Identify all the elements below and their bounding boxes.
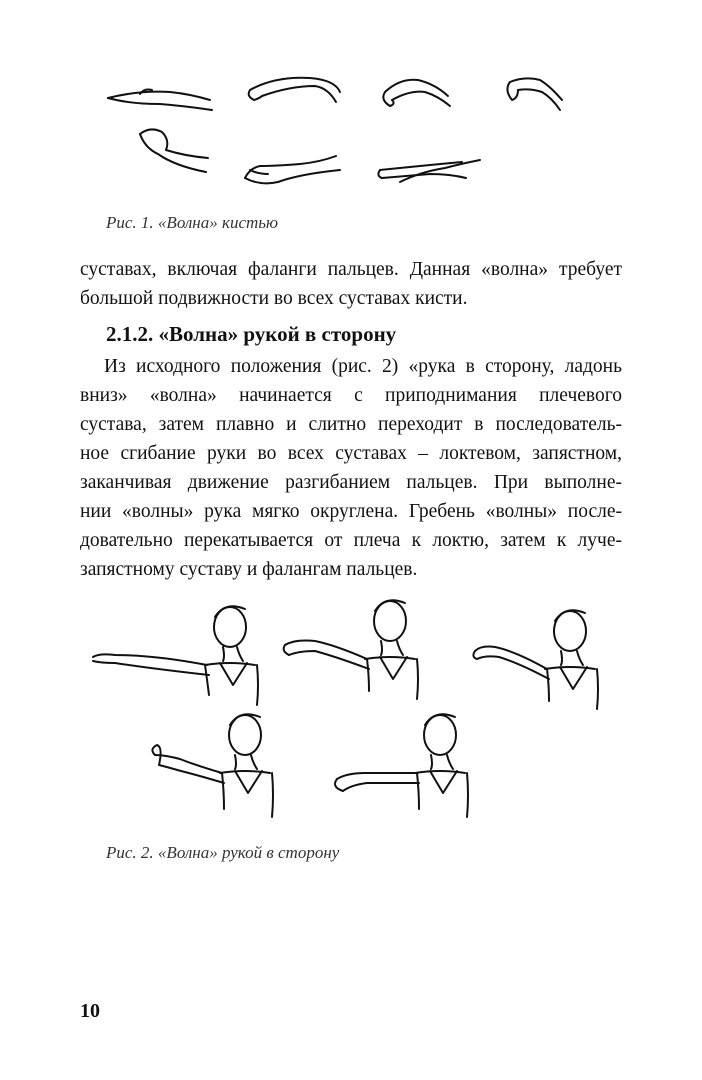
text-line: Из исходного положения (рис. 2) «рука в сторону, ладонь [104, 356, 622, 377]
hand-sketch-7 [378, 162, 466, 178]
text-line: большой подвижности во всех суставах кисти. [80, 288, 468, 309]
dancer-sketch-2 [284, 600, 418, 699]
dancer-sketch-5 [335, 714, 468, 817]
figure-1-illustration [100, 70, 640, 200]
section-body [80, 352, 622, 584]
text-line: заканчивая движение разгибанием пальцев. При выполне- [80, 472, 622, 493]
text-line: ное сгибание руки во всех суставах – локтевом, запястном, [80, 443, 622, 464]
dancer-sketch-3 [473, 610, 598, 709]
hand-sketch-3 [383, 80, 450, 106]
hand-sketch-1 [108, 90, 212, 111]
text-line: суставах, включая фаланги пальцев. Данная «волна» требует [80, 259, 622, 280]
text-line: довательно перекатывается от плеча к локтю, затем к луче- [80, 530, 622, 551]
hand-sketch-5 [140, 129, 208, 172]
text-line: сустава, затем плавно и слитно переходит в последователь- [80, 414, 622, 435]
hand-sketch-2 [249, 78, 340, 102]
text-line: вниз» «волна» начинается с приподнимания плечевого [80, 385, 622, 406]
hand-sketch-6 [245, 156, 340, 183]
figure-2-illustration [85, 595, 645, 825]
figure-2-caption: Рис. 2. «Волна» рукой в сторону [106, 843, 340, 862]
figure-1-caption: Рис. 1. «Волна» кистью [106, 213, 278, 232]
page-number: 10 [80, 1000, 100, 1022]
text-line: нии «волны» рука мягко округлена. Гребень «волны» после- [80, 501, 622, 522]
hand-sketch-4 [507, 78, 562, 110]
text-line: запястному суставу и фалангам пальцев. [80, 559, 418, 580]
dancer-sketch-1 [93, 606, 258, 705]
section-heading: 2.1.2. «Волна» рукой в сторону [106, 322, 397, 346]
paragraph-continuation [80, 255, 622, 313]
dancer-sketch-4 [152, 714, 273, 817]
